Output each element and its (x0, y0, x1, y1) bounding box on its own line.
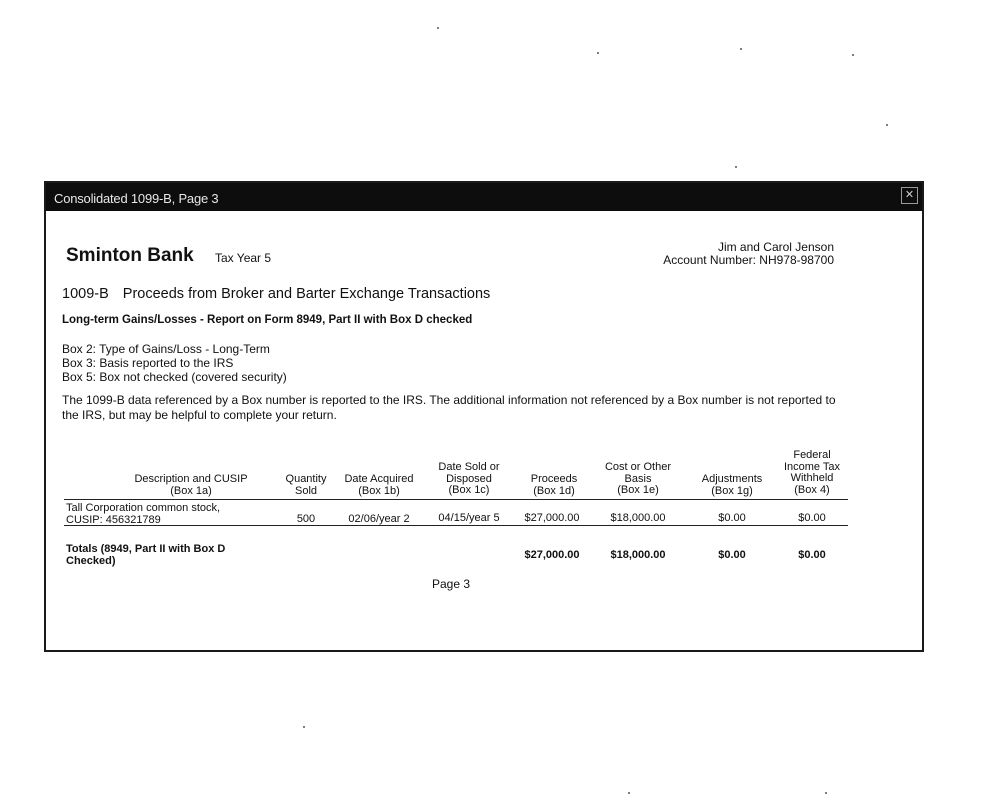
totals-label: Totals (8949, Part II with Box D Checked) (66, 543, 226, 567)
totals-proceeds: $27,000.00 (524, 549, 580, 561)
row-proceeds: $27,000.00 (524, 512, 580, 524)
form-code: 1009-B (62, 286, 109, 302)
col-header-description: Description and CUSIP (Box 1a) (134, 473, 248, 497)
col-header-proceeds: Proceeds (Box 1d) (530, 473, 578, 497)
totals-cost-basis: $18,000.00 (610, 549, 666, 561)
box-notes (62, 342, 287, 384)
form-subtitle: Long-term Gains/Losses - Report on Form 8949, Part II with Box D checked (62, 314, 473, 326)
row-date-sold: 04/15/year 5 (438, 512, 500, 524)
account-info (663, 241, 834, 267)
page-number: Page 3 (432, 577, 471, 591)
box-note: Box 3: Basis reported to the IRS (62, 356, 234, 370)
col-header-date-sold: Date Sold or Disposed (Box 1c) (438, 461, 500, 496)
row-quantity: 500 (296, 513, 316, 525)
box-note: Box 5: Box not checked (covered security) (62, 370, 287, 384)
row-fed-withheld: $0.00 (798, 512, 826, 524)
account-number: Account Number: NH978-98700 (663, 253, 834, 267)
form-heading (62, 286, 490, 302)
tax-year: Tax Year 5 (215, 251, 272, 265)
row-adjustments: $0.00 (718, 512, 746, 524)
close-icon[interactable]: ✕ (901, 187, 918, 204)
bank-name: Sminton Bank (66, 245, 194, 266)
header-rule (64, 499, 848, 500)
irs-reporting-note: The 1099-B data referenced by a Box number is reported to the IRS. The additional information not referenced by a Box number is not reported to the IRS, but may be helpful to complete your return. (62, 393, 836, 422)
scan-speck (740, 48, 742, 50)
box-note: Box 2: Type of Gains/Loss - Long-Term (62, 342, 270, 356)
scan-speck (437, 27, 439, 29)
owner-name: Jim and Carol Jenson (717, 240, 834, 254)
row-date-acquired: 02/06/year 2 (348, 513, 410, 525)
row-rule (64, 525, 848, 526)
scan-speck (852, 54, 854, 56)
form-title: Proceeds from Broker and Barter Exchange Transactions (122, 286, 491, 302)
window-titlebar (46, 183, 922, 211)
totals-adjustments: $0.00 (718, 549, 746, 561)
window-title: Consolidated 1099-B, Page 3 (54, 191, 219, 206)
col-header-fed-withheld: Federal Income Tax Withheld (Box 4) (783, 449, 841, 496)
col-header-date-acquired: Date Acquired (Box 1b) (344, 473, 414, 497)
scan-speck (825, 792, 827, 794)
col-header-quantity: Quantity Sold (285, 473, 327, 497)
scan-speck (886, 124, 888, 126)
row-description: Tall Corporation common stock, CUSIP: 456321789 (66, 502, 221, 526)
col-header-cost-basis: Cost or Other Basis (Box 1e) (604, 461, 672, 496)
row-cost-basis: $18,000.00 (610, 512, 666, 524)
totals-fed-withheld: $0.00 (798, 549, 826, 561)
scan-speck (735, 166, 737, 168)
col-header-adjustments: Adjustments (Box 1g) (701, 473, 763, 497)
scan-speck (597, 52, 599, 54)
scan-speck (303, 726, 305, 728)
statement-window (44, 181, 924, 652)
scan-speck (628, 792, 630, 794)
